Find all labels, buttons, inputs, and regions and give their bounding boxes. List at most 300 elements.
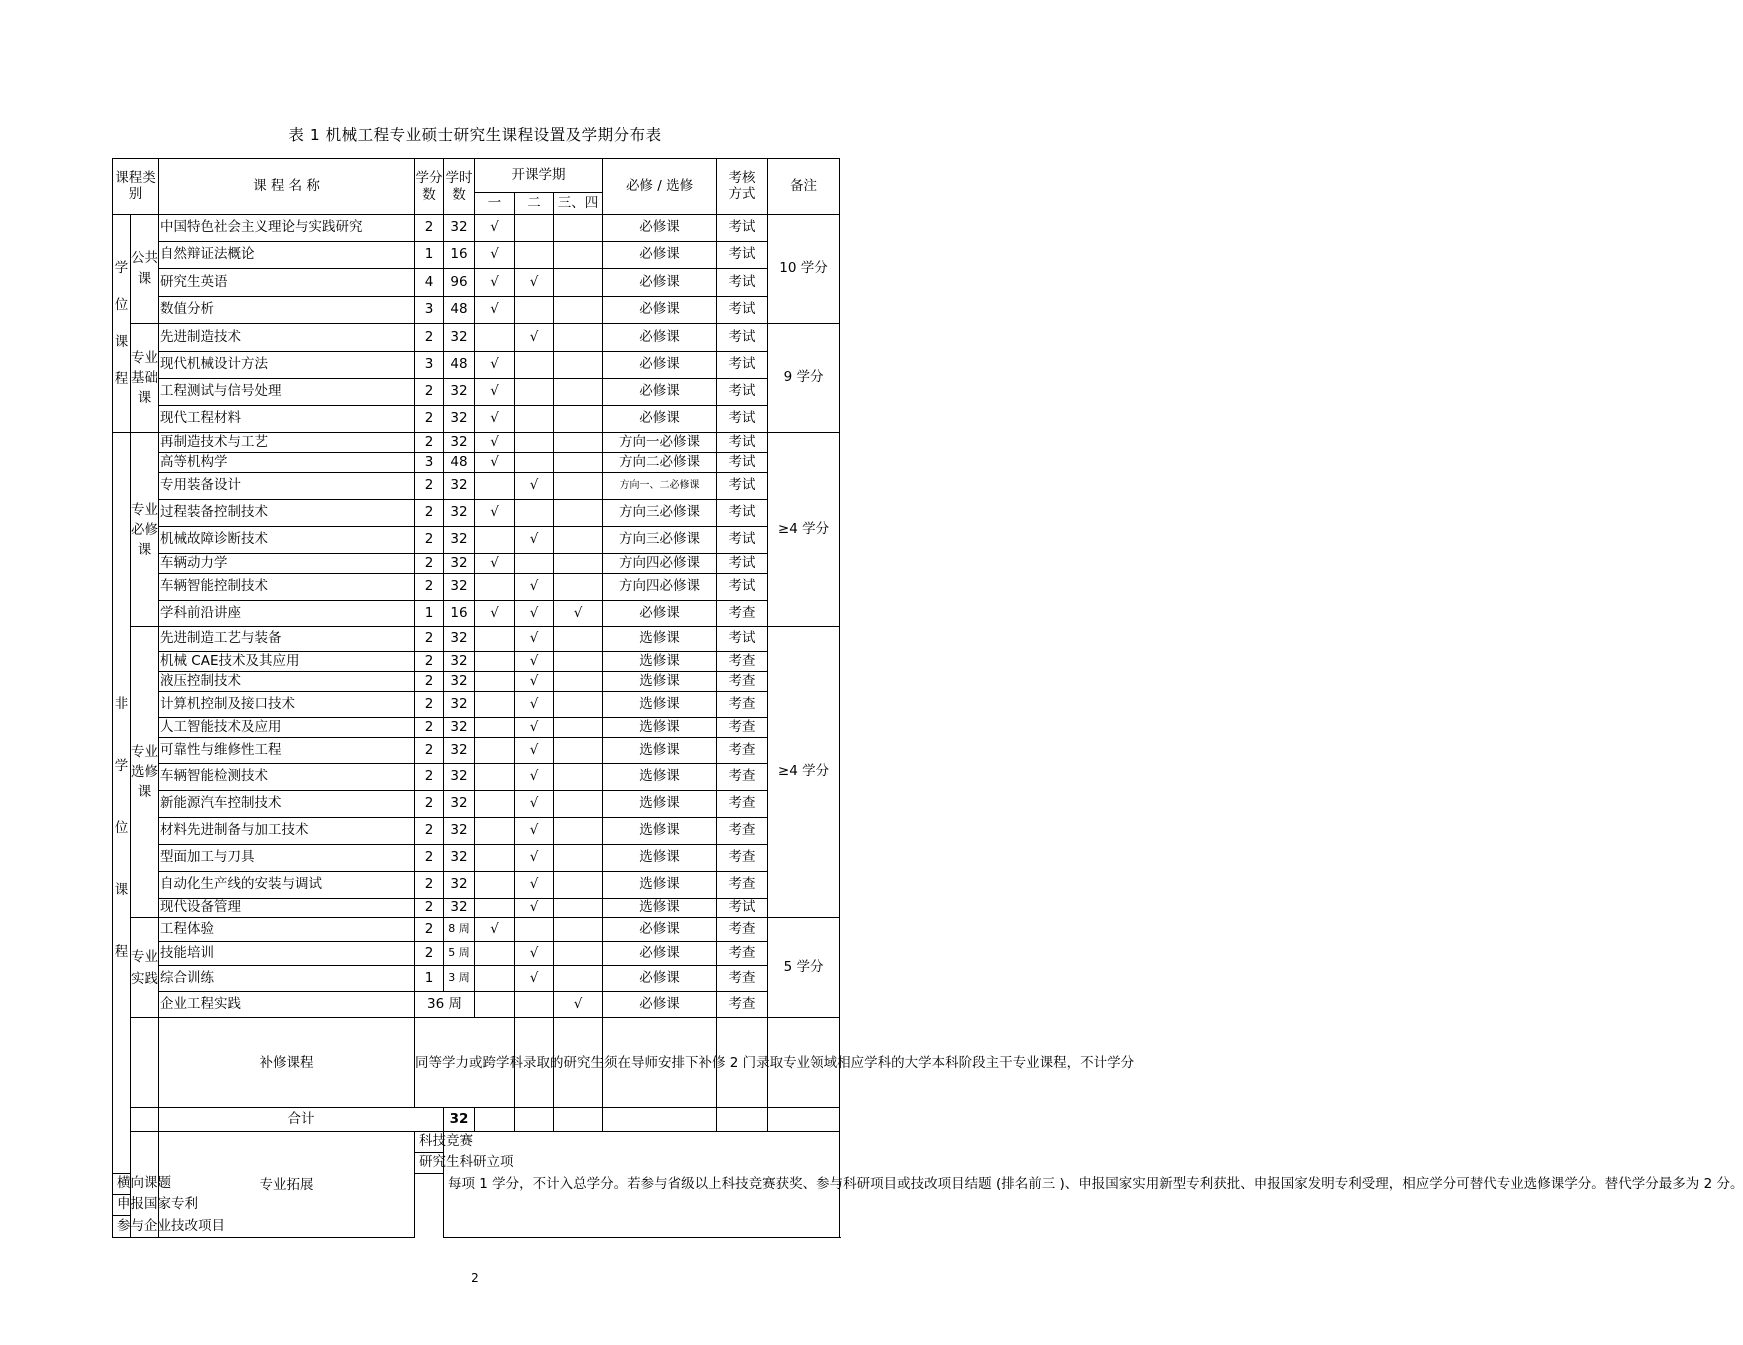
sem2-mark (515, 500, 554, 527)
course-type: 必修课 (603, 215, 717, 242)
header-sem2: 二 (515, 193, 554, 215)
course-type: 必修课 (603, 406, 717, 433)
sem2-mark (515, 406, 554, 433)
course-hours: 32 (444, 899, 475, 918)
blank (515, 1108, 554, 1132)
course-credits: 2 (415, 692, 444, 718)
sem1-mark (475, 692, 515, 718)
sem34-mark (554, 500, 603, 527)
course-credits: 2 (415, 500, 444, 527)
table-row (113, 845, 840, 872)
course-credits: 3 (415, 297, 444, 324)
sem34-mark (554, 242, 603, 269)
group-nondegree: 非学位课程 (113, 433, 131, 1174)
table-row (113, 574, 840, 601)
sem1-mark: √ (475, 297, 515, 324)
course-type: 选修课 (603, 764, 717, 791)
table-row (113, 473, 840, 500)
course-hours: 32 (444, 672, 475, 692)
course-hours: 32 (444, 554, 475, 574)
course-credits: 2 (415, 918, 444, 942)
remark-prof-required: ≥4 学分 (768, 433, 840, 627)
sem2-mark: √ (515, 652, 554, 672)
course-exam: 考查 (717, 738, 768, 764)
course-hours: 32 (444, 738, 475, 764)
sem2-mark: √ (515, 845, 554, 872)
course-exam: 考试 (717, 433, 768, 453)
sem34-mark (554, 966, 603, 992)
sem2-mark: √ (515, 872, 554, 899)
course-type: 方向四必修课 (603, 574, 717, 601)
sem1-mark (475, 764, 515, 791)
sem2-mark (515, 379, 554, 406)
course-hours: 32 (444, 215, 475, 242)
sem34-mark (554, 652, 603, 672)
group-degree: 学位课程 (113, 215, 131, 433)
course-type: 必修课 (603, 942, 717, 966)
table-row (113, 554, 840, 574)
course-name: 学科前沿讲座 (159, 601, 415, 627)
sem34-mark (554, 899, 603, 918)
course-name: 先进制造技术 (159, 324, 415, 352)
sem2-mark (515, 352, 554, 379)
course-name: 新能源汽车控制技术 (159, 791, 415, 818)
course-exam: 考试 (717, 473, 768, 500)
course-exam: 考查 (717, 818, 768, 845)
table-row (113, 966, 840, 992)
course-exam: 考试 (717, 554, 768, 574)
course-type: 选修课 (603, 872, 717, 899)
sem2-mark (515, 215, 554, 242)
course-type: 选修课 (603, 791, 717, 818)
sem1-mark: √ (475, 215, 515, 242)
course-credits: 2 (415, 554, 444, 574)
course-hours: 32 (444, 818, 475, 845)
course-hours: 48 (444, 352, 475, 379)
sem2-mark (515, 992, 554, 1018)
course-exam: 考查 (717, 845, 768, 872)
sem1-mark (475, 899, 515, 918)
sem1-mark (475, 672, 515, 692)
sem2-mark: √ (515, 692, 554, 718)
course-type: 必修课 (603, 269, 717, 297)
header-semester: 开课学期 (475, 159, 603, 193)
sem34-mark (554, 406, 603, 433)
course-exam: 考试 (717, 352, 768, 379)
course-hours: 32 (444, 406, 475, 433)
table-row (113, 818, 840, 845)
group-prof-elective: 专业选修课 (131, 627, 159, 918)
table-row (113, 764, 840, 791)
course-type: 必修课 (603, 242, 717, 269)
sem34-mark (554, 352, 603, 379)
course-credits: 2 (415, 845, 444, 872)
table-row (113, 215, 840, 242)
course-credits: 2 (415, 627, 444, 652)
sem1-mark (475, 652, 515, 672)
sem2-mark: √ (515, 473, 554, 500)
course-name: 工程测试与信号处理 (159, 379, 415, 406)
course-type: 选修课 (603, 627, 717, 652)
course-name: 计算机控制及接口技术 (159, 692, 415, 718)
sem2-mark: √ (515, 942, 554, 966)
sem34-mark (554, 215, 603, 242)
course-exam: 考试 (717, 627, 768, 652)
sem34-mark (554, 554, 603, 574)
header-required: 必修 / 选修 (603, 159, 717, 215)
sem34-mark (554, 872, 603, 899)
course-credits: 1 (415, 601, 444, 627)
course-name: 过程装备控制技术 (159, 500, 415, 527)
header-credits: 学分数 (415, 159, 444, 215)
course-credits: 2 (415, 652, 444, 672)
course-name: 人工智能技术及应用 (159, 718, 415, 738)
course-name: 综合训练 (159, 966, 415, 992)
blank (768, 1108, 840, 1132)
blank (475, 1108, 515, 1132)
sem34-mark (554, 379, 603, 406)
course-hours: 36 周 (415, 992, 475, 1018)
sem2-mark: √ (515, 718, 554, 738)
extension-item: 横向课题 (113, 1174, 131, 1195)
course-type: 必修课 (603, 918, 717, 942)
course-name: 自动化生产线的安装与调试 (159, 872, 415, 899)
sem1-mark: √ (475, 601, 515, 627)
course-type: 选修课 (603, 738, 717, 764)
sem2-mark: √ (515, 738, 554, 764)
header-remark: 备注 (768, 159, 840, 215)
course-credits: 2 (415, 379, 444, 406)
table-row (113, 652, 840, 672)
course-hours: 32 (444, 324, 475, 352)
table-row (113, 500, 840, 527)
course-type: 方向四必修课 (603, 554, 717, 574)
sem1-mark (475, 738, 515, 764)
sem1-mark (475, 324, 515, 352)
total-label: 合计 (159, 1108, 444, 1132)
sem34-mark (554, 269, 603, 297)
course-exam: 考试 (717, 297, 768, 324)
makeup-row (113, 1018, 840, 1108)
course-hours: 32 (444, 872, 475, 899)
table-row (113, 601, 840, 627)
course-exam: 考查 (717, 966, 768, 992)
course-name: 机械 CAE技术及其应用 (159, 652, 415, 672)
course-exam: 考试 (717, 500, 768, 527)
course-hours: 32 (444, 433, 475, 453)
course-type: 必修课 (603, 992, 717, 1018)
course-type: 必修课 (603, 379, 717, 406)
course-type: 选修课 (603, 818, 717, 845)
table-row (113, 738, 840, 764)
course-type: 方向一必修课 (603, 433, 717, 453)
course-exam: 考查 (717, 942, 768, 966)
sem34-mark (554, 433, 603, 453)
course-credits: 2 (415, 527, 444, 554)
extension-item: 申报国家专利 (113, 1195, 131, 1216)
course-type: 方向三必修课 (603, 527, 717, 554)
course-credits: 2 (415, 672, 444, 692)
course-table (112, 158, 1743, 1238)
table-row (113, 406, 840, 433)
table-row (113, 433, 840, 453)
table-row (113, 379, 840, 406)
sem2-mark: √ (515, 269, 554, 297)
course-name: 自然辩证法概论 (159, 242, 415, 269)
course-name: 中国特色社会主义理论与实践研究 (159, 215, 415, 242)
sem34-mark (554, 627, 603, 652)
sem1-mark: √ (475, 918, 515, 942)
total-left-blank (131, 1108, 159, 1132)
course-exam: 考试 (717, 379, 768, 406)
course-type: 选修课 (603, 718, 717, 738)
course-name: 技能培训 (159, 942, 415, 966)
course-type: 方向二必修课 (603, 453, 717, 473)
sem34-mark (554, 818, 603, 845)
sem34-mark (554, 324, 603, 352)
course-type: 方向三必修课 (603, 500, 717, 527)
course-name: 车辆智能控制技术 (159, 574, 415, 601)
course-exam: 考查 (717, 601, 768, 627)
makeup-left-blank (131, 1018, 159, 1108)
page-number: 2 (471, 1271, 479, 1285)
course-hours: 32 (444, 527, 475, 554)
course-name: 先进制造工艺与装备 (159, 627, 415, 652)
course-exam: 考查 (717, 672, 768, 692)
sem2-mark: √ (515, 672, 554, 692)
course-credits: 1 (415, 966, 444, 992)
table-row (113, 269, 840, 297)
sem34-mark: √ (554, 992, 603, 1018)
course-hours: 3 周 (444, 966, 475, 992)
header-exam: 考核方式 (717, 159, 768, 215)
sem1-mark: √ (475, 554, 515, 574)
course-name: 车辆动力学 (159, 554, 415, 574)
sem2-mark: √ (515, 601, 554, 627)
course-exam: 考查 (717, 872, 768, 899)
sem2-mark: √ (515, 527, 554, 554)
course-type: 必修课 (603, 601, 717, 627)
sem2-mark (515, 918, 554, 942)
sem2-mark: √ (515, 764, 554, 791)
total-value: 32 (444, 1108, 475, 1132)
sem2-mark (515, 433, 554, 453)
course-hours: 96 (444, 269, 475, 297)
sem2-mark: √ (515, 324, 554, 352)
sem2-mark: √ (515, 899, 554, 918)
sem2-mark: √ (515, 574, 554, 601)
course-exam: 考试 (717, 215, 768, 242)
course-type: 必修课 (603, 297, 717, 324)
sem1-mark: √ (475, 269, 515, 297)
course-credits: 2 (415, 942, 444, 966)
course-credits: 2 (415, 718, 444, 738)
course-hours: 32 (444, 379, 475, 406)
table-title: 表 1 机械工程专业硕士研究生课程设置及学期分布表 (288, 126, 662, 144)
sem1-mark (475, 574, 515, 601)
course-name: 数值分析 (159, 297, 415, 324)
course-exam: 考试 (717, 574, 768, 601)
course-type: 必修课 (603, 352, 717, 379)
sem1-mark (475, 818, 515, 845)
course-exam: 考试 (717, 899, 768, 918)
sem34-mark (554, 738, 603, 764)
extension-note: 每项 1 学分，不计入总学分。若参与省级以上科技竞赛获奖、参与科研项目或技改项目结题 (排名前三 )、申报国家实用新型专利获批、申报国家发明专利受理，相应学分可替代专业选修课学分。替代学分最多为 2 分。 (444, 1132, 840, 1238)
sem1-mark (475, 791, 515, 818)
table-row (113, 324, 840, 352)
sem2-mark: √ (515, 791, 554, 818)
course-name: 再制造技术与工艺 (159, 433, 415, 453)
sem34-mark (554, 453, 603, 473)
course-type: 选修课 (603, 692, 717, 718)
group-basic: 专业基础课 (131, 324, 159, 433)
course-name: 材料先进制备与加工技术 (159, 818, 415, 845)
course-name: 工程体验 (159, 918, 415, 942)
sem34-mark: √ (554, 601, 603, 627)
sem1-mark: √ (475, 406, 515, 433)
table-row (113, 692, 840, 718)
header-name: 课 程 名 称 (159, 159, 415, 215)
table-row (113, 918, 840, 942)
course-exam: 考试 (717, 269, 768, 297)
table-row (113, 718, 840, 738)
sem34-mark (554, 527, 603, 554)
course-hours: 32 (444, 627, 475, 652)
course-hours: 48 (444, 453, 475, 473)
course-type: 必修课 (603, 324, 717, 352)
table-row (113, 791, 840, 818)
course-credits: 2 (415, 406, 444, 433)
table-row (113, 992, 840, 1018)
course-type: 方向一、二必修课 (603, 473, 717, 500)
table-row (113, 527, 840, 554)
sem2-mark: √ (515, 818, 554, 845)
blank (603, 1108, 717, 1132)
sem34-mark (554, 764, 603, 791)
sem1-mark: √ (475, 500, 515, 527)
course-credits: 2 (415, 574, 444, 601)
header-sem34: 三、四 (554, 193, 603, 215)
course-exam: 考试 (717, 324, 768, 352)
course-exam: 考试 (717, 527, 768, 554)
table-row (113, 942, 840, 966)
group-prof-required: 专业必修课 (131, 433, 159, 627)
sem34-mark (554, 845, 603, 872)
sem34-mark (554, 918, 603, 942)
course-name: 机械故障诊断技术 (159, 527, 415, 554)
table-row (113, 899, 840, 918)
course-exam: 考查 (717, 718, 768, 738)
group-extension: 专业拓展 (159, 1132, 415, 1238)
sem34-mark (554, 473, 603, 500)
course-credits: 2 (415, 818, 444, 845)
course-exam: 考试 (717, 242, 768, 269)
course-credits: 2 (415, 215, 444, 242)
course-hours: 32 (444, 500, 475, 527)
course-type: 选修课 (603, 652, 717, 672)
remark-practice: 5 学分 (768, 918, 840, 1018)
course-name: 现代设备管理 (159, 899, 415, 918)
sem34-mark (554, 574, 603, 601)
total-row (113, 1108, 840, 1132)
course-credits: 2 (415, 433, 444, 453)
course-type: 选修课 (603, 845, 717, 872)
sem1-mark: √ (475, 242, 515, 269)
course-name: 可靠性与维修性工程 (159, 738, 415, 764)
course-name: 现代机械设计方法 (159, 352, 415, 379)
course-name: 研究生英语 (159, 269, 415, 297)
sem1-mark (475, 966, 515, 992)
course-name: 企业工程实践 (159, 992, 415, 1018)
course-credits: 2 (415, 872, 444, 899)
header-sem1: 一 (475, 193, 515, 215)
sem1-mark (475, 527, 515, 554)
blank (554, 1108, 603, 1132)
sem2-mark (515, 554, 554, 574)
course-credits: 2 (415, 764, 444, 791)
course-hours: 32 (444, 845, 475, 872)
extension-item: 参与企业技改项目 (113, 1216, 131, 1238)
course-type: 选修课 (603, 899, 717, 918)
sem34-mark (554, 692, 603, 718)
course-credits: 2 (415, 791, 444, 818)
makeup-text: 同等学力或跨学科录取的研究生须在导师安排下补修 2 门录取专业领域相应学科的大学本科阶段主干专业课程，不计学分 (415, 1018, 515, 1108)
sem1-mark (475, 845, 515, 872)
remark-public: 10 学分 (768, 215, 840, 324)
course-exam: 考查 (717, 791, 768, 818)
course-credits: 3 (415, 453, 444, 473)
header-row (113, 159, 840, 193)
table-row (113, 297, 840, 324)
course-exam: 考查 (717, 652, 768, 672)
course-hours: 32 (444, 652, 475, 672)
remark-prof-elective: ≥4 学分 (768, 627, 840, 918)
sem1-mark (475, 718, 515, 738)
course-credits: 3 (415, 352, 444, 379)
course-credits: 2 (415, 324, 444, 352)
sem1-mark (475, 872, 515, 899)
course-exam: 考查 (717, 992, 768, 1018)
header-hours: 学时数 (444, 159, 475, 215)
course-hours: 16 (444, 601, 475, 627)
sem1-mark (475, 627, 515, 652)
course-type: 选修课 (603, 672, 717, 692)
course-hours: 32 (444, 574, 475, 601)
course-hours: 32 (444, 791, 475, 818)
sem2-mark (515, 453, 554, 473)
course-credits: 4 (415, 269, 444, 297)
course-name: 专用装备设计 (159, 473, 415, 500)
sem34-mark (554, 297, 603, 324)
course-exam: 考查 (717, 692, 768, 718)
extension-row (113, 1132, 840, 1153)
blank (717, 1108, 768, 1132)
group-practice: 专业实践 (131, 918, 159, 1018)
course-hours: 32 (444, 764, 475, 791)
course-exam: 考试 (717, 453, 768, 473)
course-credits: 2 (415, 899, 444, 918)
course-credits: 1 (415, 242, 444, 269)
course-exam: 考查 (717, 764, 768, 791)
sem1-mark: √ (475, 352, 515, 379)
course-credits: 2 (415, 738, 444, 764)
course-hours: 32 (444, 692, 475, 718)
extension-item: 科技竞赛 (415, 1132, 444, 1153)
course-name: 型面加工与刀具 (159, 845, 415, 872)
course-hours: 5 周 (444, 942, 475, 966)
sem34-mark (554, 942, 603, 966)
sem1-mark: √ (475, 379, 515, 406)
